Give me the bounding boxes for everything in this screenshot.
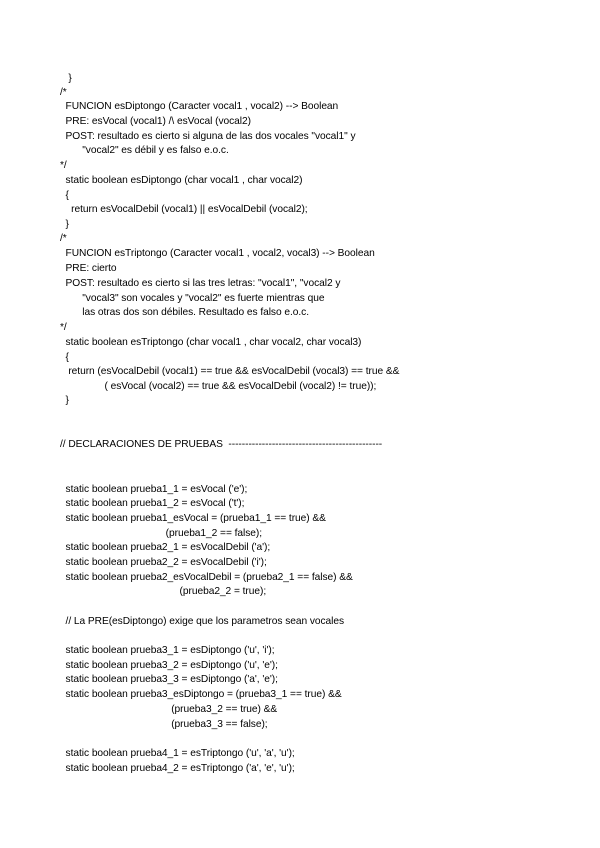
- code-line: /*: [60, 87, 67, 98]
- code-line: {: [60, 352, 69, 363]
- code-line: static boolean prueba3_1 = esDiptongo ('u', 'i');: [60, 645, 275, 656]
- code-line: (prueba1_2 == false);: [60, 528, 263, 539]
- code-line: ( esVocal (vocal2) == true && esVocalDebil (vocal2) != true));: [60, 381, 377, 392]
- code-line: static boolean prueba1_1 = esVocal ('e');: [60, 484, 248, 495]
- code-line: static boolean prueba4_2 = esTriptongo ('a', 'e', 'u');: [60, 763, 295, 774]
- code-line: */: [60, 322, 67, 333]
- code-line: "vocal2" es débil y es falso e.o.c.: [60, 145, 229, 156]
- code-line: static boolean prueba2_2 = esVocalDebil ('i');: [60, 557, 267, 568]
- code-line: (prueba3_3 == false);: [60, 719, 268, 730]
- code-line: }: [60, 73, 72, 84]
- code-line: "vocal3" son vocales y "vocal2" es fuerte mientras que: [60, 293, 325, 304]
- code-line: FUNCION esDiptongo (Caracter vocal1 , vocal2) --> Boolean: [60, 101, 339, 112]
- code-line: static boolean prueba1_2 = esVocal ('t');: [60, 498, 245, 509]
- code-line: static boolean prueba1_esVocal = (prueba1_1 == true) &&: [60, 513, 326, 524]
- code-line: /*: [60, 233, 67, 244]
- code-line: static boolean prueba4_1 = esTriptongo ('u', 'a', 'u');: [60, 748, 295, 759]
- code-line: static boolean prueba2_1 = esVocalDebil ('a');: [60, 542, 271, 553]
- code-line: // DECLARACIONES DE PRUEBAS ----------------------------------------------: [60, 439, 383, 450]
- code-line: // La PRE(esDiptongo) exige que los parametros sean vocales: [60, 616, 345, 627]
- code-line: return (esVocalDebil (vocal1) == true && esVocalDebil (vocal3) == true &&: [60, 366, 400, 377]
- code-line: static boolean prueba3_3 = esDiptongo ('a', 'e');: [60, 674, 278, 685]
- code-line: static boolean prueba3_esDiptongo = (prueba3_1 == true) &&: [60, 689, 342, 700]
- code-line: static boolean esTriptongo (char vocal1 , char vocal2, char vocal3): [60, 337, 362, 348]
- code-line: static boolean prueba3_2 = esDiptongo ('u', 'e');: [60, 660, 278, 671]
- code-line: */: [60, 160, 67, 171]
- code-line: {: [60, 190, 69, 201]
- code-line: (prueba2_2 = true);: [60, 586, 267, 597]
- code-line: static boolean esDiptongo (char vocal1 , char vocal2): [60, 175, 303, 186]
- code-line: static boolean prueba2_esVocalDebil = (prueba2_1 == false) &&: [60, 572, 353, 583]
- code-line: PRE: esVocal (vocal1) /\ esVocal (vocal2): [60, 116, 251, 127]
- code-line: }: [60, 219, 69, 230]
- code-line: }: [60, 395, 69, 406]
- code-line: POST: resultado es cierto si las tres letras: "vocal1", "vocal2 y: [60, 278, 341, 289]
- code-line: PRE: cierto: [60, 263, 117, 274]
- code-line: return esVocalDebil (vocal1) || esVocalDebil (vocal2);: [60, 204, 308, 215]
- code-line: POST: resultado es cierto si alguna de las dos vocales "vocal1" y: [60, 131, 356, 142]
- code-line: las otras dos son débiles. Resultado es falso e.o.c.: [60, 307, 309, 318]
- code-line: FUNCION esTriptongo (Caracter vocal1 , vocal2, vocal3) --> Boolean: [60, 248, 375, 259]
- code-line: (prueba3_2 == true) &&: [60, 704, 278, 715]
